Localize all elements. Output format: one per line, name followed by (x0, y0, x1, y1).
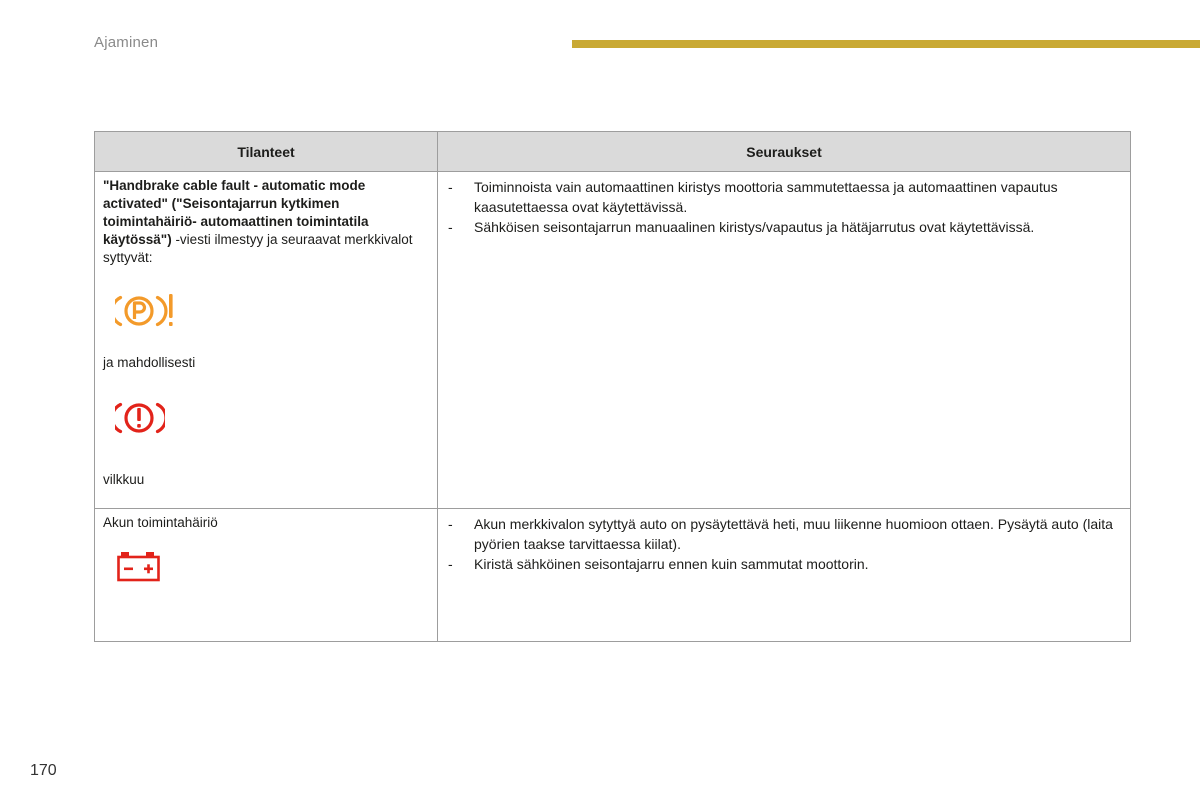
table-header-row (95, 132, 1131, 172)
fault-message-title: "Handbrake cable fault - automatic mode activated" ("Seisontajarrun kytkimen toimintahäiriö- automaattinen toimintatila käytössä") (103, 178, 369, 247)
situation-cell (95, 172, 438, 509)
table-row (95, 172, 1131, 509)
consequence-text: Toiminnoista vain automaattinen kiristys moottoria sammutettaessa ja automaattinen vapautus kaasutettaessa ovat käytettävissä. (474, 179, 1058, 215)
list-item: - Sähköisen seisontajarrun manuaalinen kiristys/vapautus ja hätäjarrutus ovat käytettävissä. (448, 219, 1035, 235)
mid-text: ja mahdollisesti (103, 355, 196, 370)
brake-warning-icon (115, 398, 429, 443)
consequence-text: Kiristä sähköinen seisontajarru ennen kuin sammutat moottorin. (474, 556, 869, 572)
header-situations: Tilanteet (95, 132, 438, 172)
page-number: 170 (30, 762, 57, 779)
consequence-list (446, 514, 1122, 574)
fault-message-text: -viesti ilmestyy ja seuraavat merkkivalot syttyvät: (103, 232, 413, 265)
situation-cell (95, 509, 438, 642)
end-text: vilkkuu (103, 472, 145, 487)
table-row (95, 509, 1131, 642)
section-title: Ajaminen (94, 34, 159, 51)
header-accent-bar (572, 40, 1200, 48)
list-item: - Toiminnoista vain automaattinen kiristys moottoria sammutettaessa ja automaattinen vapautus kaasutettaessa ovat käytettävissä. (448, 179, 1058, 215)
warning-table (94, 131, 1131, 642)
header-consequences: Seuraukset (438, 132, 1131, 172)
list-item: - Akun merkkivalon sytyttyä auto on pysäytettävä heti, muu liikenne huomioon ottaen. Pysäytä auto (laita pyörien taakse tarvittaessa kiilat). (448, 516, 1113, 552)
list-item: - Kiristä sähköinen seisontajarru ennen kuin sammutat moottorin. (448, 556, 869, 572)
battery-fault-text: Akun toimintahäiriö (103, 515, 218, 530)
consequence-list (446, 177, 1122, 237)
consequence-cell (438, 172, 1131, 509)
consequence-text: Sähköisen seisontajarrun manuaalinen kiristys/vapautus ja hätäjarrutus ovat käytettävissä. (474, 219, 1035, 235)
battery-warning-icon (115, 548, 429, 589)
consequence-cell (438, 509, 1131, 642)
consequence-text: Akun merkkivalon sytyttyä auto on pysäytettävä heti, muu liikenne huomioon ottaen. Pysäytä auto (laita pyörien taakse tarvittaessa kiilat). (474, 516, 1113, 552)
parking-brake-warning-icon (115, 291, 429, 336)
